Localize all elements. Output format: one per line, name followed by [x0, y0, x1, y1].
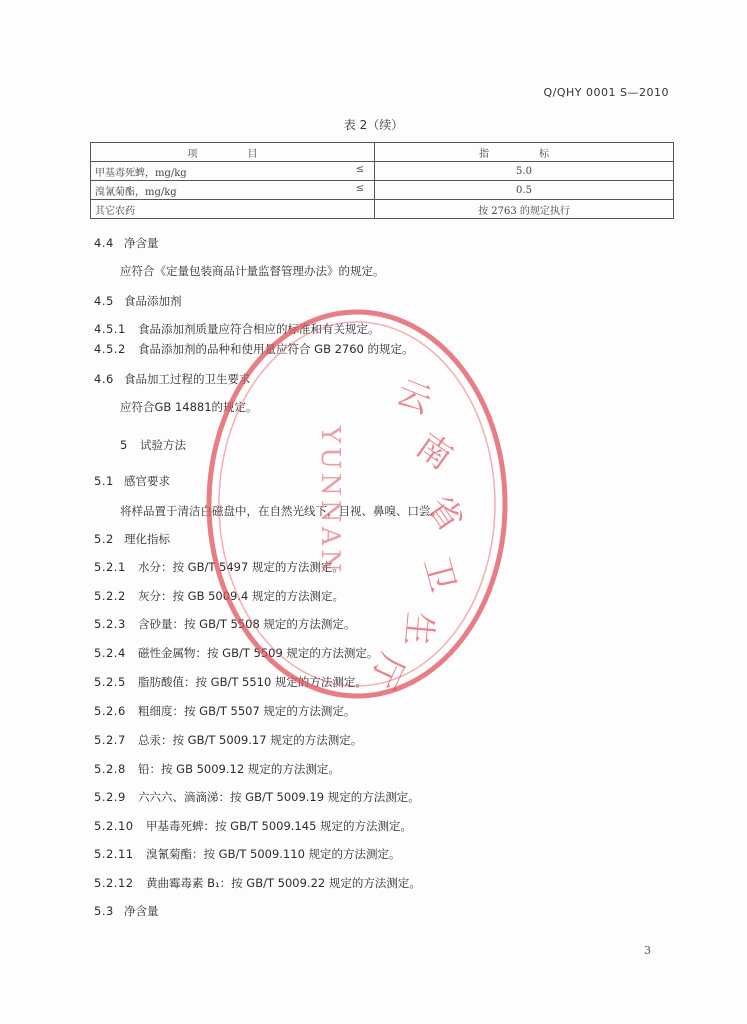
svg-text:YUNNAN: YUNNAN [315, 426, 345, 577]
row-value: 按 2763 的规定执行 [375, 200, 674, 219]
section-heading: 4.4 净含量 [94, 236, 159, 250]
clause: 4.5.1 食品添加剂质量应符合相应的标准和有关规定。 [94, 322, 380, 336]
table-row [91, 181, 674, 200]
clause: 4.5.2 食品添加剂的品种和使用量应符合 GB 2760 的规定。 [94, 342, 414, 356]
document-id: Q/QHY 0001 S—2010 [543, 86, 669, 99]
clause: 5.2.2 灰分：按 GB 5009.4 规定的方法测定。 [94, 589, 345, 603]
clause: 5.2.9 六六六、滴滴涕：按 GB/T 5009.19 规定的方法测定。 [94, 790, 420, 804]
header-item: 项 目 [91, 143, 375, 162]
section-heading: 4.5 食品添加剂 [94, 294, 182, 308]
svg-text:南: 南 [408, 425, 460, 478]
table-row [91, 200, 674, 219]
table-row [91, 162, 674, 181]
clause: 5.2.7 总汞：按 GB/T 5009.17 规定的方法测定。 [94, 733, 363, 747]
row-item: 溴氰菊酯，mg/kg [95, 186, 177, 198]
svg-text:卫: 卫 [415, 552, 463, 597]
paragraph: 应符合GB 14881的规定。 [120, 400, 258, 414]
table-caption: 表 2（续） [343, 118, 404, 132]
chapter-heading: 5 试验方法 [120, 438, 186, 452]
spec-table [90, 142, 674, 219]
clause: 5.2.12 黄曲霉毒素 B₁：按 GB/T 5009.22 规定的方法测定。 [94, 876, 421, 890]
row-symbol: ≤ [355, 163, 364, 175]
clause: 5.2.10 甲基毒死蜱：按 GB/T 5009.145 规定的方法测定。 [94, 819, 413, 833]
clause: 5.2.6 粗细度：按 GB/T 5507 规定的方法测定。 [94, 704, 356, 718]
section-heading: 5.1 感官要求 [94, 474, 170, 488]
section-heading: 5.3 净含量 [94, 904, 159, 918]
clause: 5.2.1 水分：按 GB/T 5497 规定的方法测定。 [94, 560, 344, 574]
clause: 5.2.8 铅：按 GB 5009.12 规定的方法测定。 [94, 762, 340, 776]
row-item: 其它农药 [95, 205, 135, 217]
row-value: 0.5 [375, 181, 674, 200]
svg-text:省: 省 [418, 488, 471, 540]
section-heading: 4.6 食品加工过程的卫生要求 [94, 372, 251, 386]
table-header-row [91, 143, 674, 162]
clause: 5.2.11 溴氰菊酯：按 GB/T 5009.110 规定的方法测定。 [94, 847, 401, 861]
page-number: 3 [644, 944, 651, 957]
section-heading: 5.2 理化指标 [94, 532, 170, 546]
svg-text:云: 云 [390, 372, 438, 423]
clause: 5.2.3 含砂量：按 GB/T 5508 规定的方法测定。 [94, 617, 356, 631]
header-indicator: 指 标 [375, 143, 674, 162]
row-symbol: ≤ [355, 182, 364, 194]
clause: 5.2.4 磁性金属物：按 GB/T 5509 规定的方法测定。 [94, 646, 379, 660]
row-item: 甲基毒死蜱，mg/kg [95, 167, 187, 179]
paragraph: 应符合《定量包装商品计量监督管理办法》的规定。 [120, 264, 385, 278]
clause: 5.2.5 脂肪酸值：按 GB/T 5510 规定的方法测定。 [94, 675, 367, 689]
svg-text:生: 生 [397, 610, 440, 648]
row-value: 5.0 [375, 162, 674, 181]
svg-text:厅: 厅 [361, 647, 413, 695]
paragraph: 将样品置于清洁白磁盘中，在自然光线下，目视、鼻嗅、口尝。 [120, 504, 442, 518]
